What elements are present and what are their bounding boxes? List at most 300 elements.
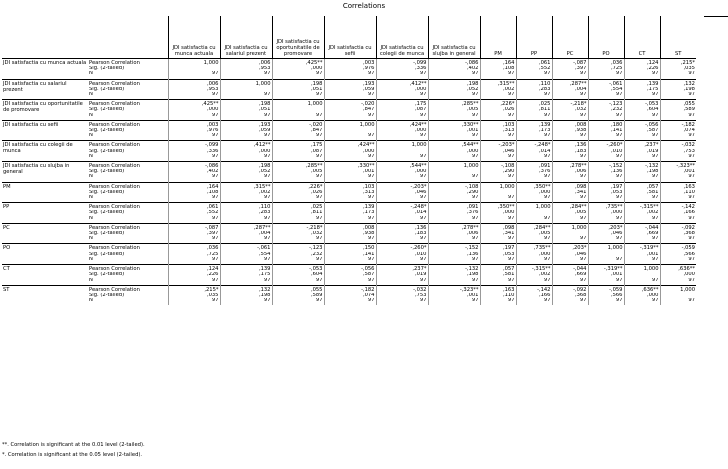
correlation-cell: ,005 [516,231,552,236]
correlation-cell: 97 [220,71,272,79]
table-row [2,133,696,141]
correlation-cell: ,141 [588,128,624,133]
stat-label: Sig. (2-tailed) [89,86,125,92]
correlation-cell: ,087 [272,149,324,154]
correlation-cell: 97 [660,236,696,244]
column-header: JDI satisfactia cu oportunitatile de promovare [272,16,324,59]
correlation-cell: -,087 [168,223,220,231]
column-header: JDI satisfactia cu slujba in general [428,16,480,59]
correlation-cell: ,103 [480,120,516,128]
correlation-cell: ,402 [428,66,480,71]
stat-label: Sig. (2-tailed) [89,107,125,113]
correlation-cell: ,003 [324,59,376,67]
correlation-cell: 97 [324,71,376,79]
correlation-cell: ,098 [480,223,516,231]
stat-label: N [89,195,93,201]
correlation-cell: ,051 [272,87,324,92]
correlation-cell: ,032 [552,107,588,112]
stat-label: Pearson Correlation [88,182,168,190]
correlation-cell: ,287** [552,79,588,87]
correlation-cell: ,091 [516,162,552,170]
correlation-cell: -,323** [428,285,480,293]
correlation-cell: 97 [324,154,376,162]
correlation-cell: 97 [324,298,376,305]
correlation-cell: 97 [624,216,660,224]
correlation-cell: ,285** [272,162,324,170]
table-row [2,203,696,211]
correlation-cell: 97 [272,133,324,141]
correlation-cell: ,110 [516,79,552,87]
column-header: PP [516,16,552,59]
correlation-cell: ,000 [516,190,552,195]
correlation-cell: -,152 [428,244,480,252]
correlation-cell: ,110 [660,190,696,195]
top-rule [704,16,728,17]
correlation-cell: -,248* [376,203,428,211]
correlation-cell: ,226* [480,100,516,108]
correlation-cell: ,669 [552,272,588,277]
table-row [2,141,696,149]
correlation-cell: 97 [428,216,480,224]
correlation-cell: ,226 [168,272,220,277]
correlation-cell: ,313 [324,190,376,195]
correlation-cell: ,198 [220,162,272,170]
correlation-cell: ,001 [660,169,696,174]
correlation-cell: ,036 [588,59,624,67]
correlation-cell: -,315** [516,265,552,273]
correlation-cell: 1,000 [480,182,516,190]
correlation-cell: -,056 [624,120,660,128]
correlation-cell: ,000 [516,252,552,257]
table-row [2,174,696,182]
correlation-cell: ,136 [376,223,428,231]
correlation-cell: -,142 [516,285,552,293]
correlation-cell: 97 [428,195,480,203]
correlation-cell: 97 [552,71,588,79]
correlation-cell: -,020 [324,100,376,108]
correlation-cell: 1,000 [552,223,588,231]
correlation-cell: ,173 [516,128,552,133]
table-row [2,298,696,305]
correlation-cell: 97 [516,257,552,265]
correlation-cell: ,315** [220,182,272,190]
correlation-cell: ,003 [168,120,220,128]
table-row [2,223,696,231]
correlation-cell: ,554 [588,87,624,92]
correlation-cell: 97 [376,71,428,79]
correlation-cell: 97 [588,92,624,100]
stat-label: Sig. (2-tailed) [89,66,125,72]
correlation-cell: 97 [624,133,660,141]
row-label: CT [2,265,88,286]
correlation-cell: ,283 [516,87,552,92]
correlation-cell: ,226* [272,182,324,190]
correlation-cell: -,123 [272,244,324,252]
correlation-cell: 97 [552,92,588,100]
correlation-cell: 97 [168,216,220,224]
table-row [2,265,696,273]
correlation-cell: ,198 [428,79,480,87]
row-label: JDI satisfactia cu oportunitatile de promovare [2,100,88,121]
correlation-cell: 97 [272,257,324,265]
correlation-cell: ,001 [624,252,660,257]
correlation-cell: 97 [624,195,660,203]
correlation-cell: ,052 [220,169,272,174]
row-label: PM [2,182,88,203]
correlation-cell: ,074 [324,293,376,298]
correlation-cell: ,215* [168,285,220,293]
correlation-cell: 97 [272,278,324,286]
stat-label: Sig. (2-tailed) [89,272,125,278]
correlation-cell: 97 [552,257,588,265]
correlation-cell: 97 [376,195,428,203]
correlation-cell: ,397 [168,231,220,236]
correlation-cell: ,166 [516,293,552,298]
correlation-cell: ,000 [376,169,428,174]
correlation-cell: ,051 [220,107,272,112]
correlation-cell: ,938 [552,128,588,133]
correlation-cell: -,152 [588,162,624,170]
column-header: PO [588,16,624,59]
correlation-cell: -,108 [428,182,480,190]
stat-label: Pearson Correlation [88,265,168,273]
correlation-cell: ,604 [624,107,660,112]
correlation-cell: 97 [552,195,588,203]
correlation-cell: 97 [324,195,376,203]
correlation-cell: 97 [220,154,272,162]
correlation-cell: ,061 [516,59,552,67]
correlation-cell: 97 [588,154,624,162]
corner-cell [88,16,168,59]
correlation-cell: ,052 [428,87,480,92]
table-row [2,71,696,79]
row-label: JDI satisfactia cu sefii [2,120,88,141]
correlation-cell: 97 [376,257,428,265]
correlation-cell: ,108 [480,66,516,71]
stat-label: Pearson Correlation [88,244,168,252]
stat-label: Sig. (2-tailed) [89,251,125,257]
correlation-cell: ,953 [220,66,272,71]
correlation-cell: 97 [220,92,272,100]
correlation-cell: ,341 [552,190,588,195]
correlation-cell: -,099 [168,141,220,149]
correlation-cell: 97 [552,113,588,121]
stat-label: Pearson Correlation [88,203,168,211]
row-label: PC [2,223,88,244]
correlation-cell: 97 [588,174,624,182]
correlation-cell: ,198 [428,272,480,277]
correlation-cell: ,001 [428,128,480,133]
stat-label: N [89,277,93,283]
correlation-cell: 97 [624,154,660,162]
correlation-cell: ,108 [168,190,220,195]
correlation-cell: ,350** [480,203,516,211]
correlation-cell: 97 [168,298,220,305]
correlation-cell: ,976 [324,66,376,71]
correlation-cell: ,006 [428,231,480,236]
stat-label: Sig. (2-tailed) [89,292,125,298]
correlation-cell: -,203* [376,182,428,190]
correlation-cell: ,976 [168,128,220,133]
correlation-cell: ,604 [272,272,324,277]
correlation-cell: ,141 [324,252,376,257]
correlation-cell: -,182 [324,285,376,293]
row-label: JDI satisfactia cu colegii de munca [2,141,88,162]
correlation-cell: ,002 [516,272,552,277]
correlation-cell: ,587 [324,272,376,277]
correlation-cell: 97 [272,154,324,162]
column-header: CT [624,16,660,59]
correlation-cell: ,026 [272,190,324,195]
correlation-cell: ,811 [516,107,552,112]
correlation-cell: -,087 [552,59,588,67]
correlation-cell: 97 [168,133,220,141]
table-row [2,92,696,100]
correlation-cell: ,000 [624,293,660,298]
stat-label: Pearson Correlation [88,120,168,128]
correlation-cell: ,124 [168,265,220,273]
correlation-cell: ,636** [624,285,660,293]
correlation-cell: 97 [168,257,220,265]
correlation-cell: 97 [516,278,552,286]
correlation-cell: 97 [376,278,428,286]
correlation-cell: ,001 [428,293,480,298]
correlation-cell: ,544** [376,162,428,170]
correlation-cell: ,055 [660,100,696,108]
correlation-cell: ,000 [428,149,480,154]
correlation-cell: 97 [480,298,516,305]
correlation-cell: ,000 [168,107,220,112]
correlation-cell: 97 [516,216,552,224]
correlation-cell: -,059 [660,244,696,252]
correlation-cell: ,166 [660,210,696,215]
correlation-cell: 97 [516,113,552,121]
correlation-cell: ,006 [220,59,272,67]
correlation-cell: 1,000 [660,285,696,293]
correlation-cell: ,847 [324,107,376,112]
correlation-cell: 97 [168,154,220,162]
correlation-cell: ,059 [220,128,272,133]
correlation-cell: ,032 [272,231,324,236]
correlation-cell: 97 [516,236,552,244]
correlation-cell: -,086 [168,162,220,170]
correlation-cell: ,059 [324,87,376,92]
correlation-cell: 97 [428,257,480,265]
correlation-cell: 97 [588,257,624,265]
footnote-005: *. Correlation is significant at the 0.05 level (2-tailed). [2,452,143,458]
correlation-cell: -,086 [428,59,480,67]
correlation-cell: 97 [516,298,552,305]
correlation-cell: 97 [480,133,516,141]
correlation-cell: -,092 [552,285,588,293]
correlation-cell: ,376 [428,210,480,215]
column-header: PM [480,16,516,59]
header-row [2,16,696,59]
correlation-cell: ,215* [660,59,696,67]
correlation-cell: ,197 [588,182,624,190]
column-header: JDI satisfactia cu salariul prezent [220,16,272,59]
stat-label: N [89,133,93,139]
correlation-cell: 97 [516,133,552,141]
correlation-cell: 97 [588,278,624,286]
correlation-cell: ,589 [272,293,324,298]
correlation-cell: -,132 [428,265,480,273]
table-row [2,120,696,128]
correlation-cell: ,278** [552,162,588,170]
correlation-cell: ,175 [624,87,660,92]
correlation-cell: ,000 [660,272,696,277]
table-row [2,244,696,252]
table-row [2,100,696,108]
stat-label: N [89,153,93,159]
correlation-cell: ,046 [588,231,624,236]
correlation-cell: ,203* [552,244,588,252]
correlation-cell: 97 [516,174,552,182]
correlation-cell: 97 [376,113,428,121]
correlation-cell: ,005 [272,169,324,174]
correlation-cell: 97 [552,278,588,286]
correlation-cell: ,175 [220,272,272,277]
correlation-cell: ,057 [624,182,660,190]
correlation-cell: -,218* [552,100,588,108]
correlation-cell: 97 [376,154,428,162]
correlation-cell: 97 [480,257,516,265]
correlation-cell: 97 [428,71,480,79]
correlation-cell: 97 [272,71,324,79]
correlation-cell: 97 [428,278,480,286]
correlation-cell: 97 [660,195,696,203]
correlation-cell: ,004 [552,87,588,92]
row-label: PP [2,203,88,224]
correlation-cell: 97 [376,92,428,100]
correlation-cell: -,059 [588,285,624,293]
correlation-cell: ,110 [480,293,516,298]
correlation-cell: ,163 [480,285,516,293]
correlation-cell: ,000 [220,149,272,154]
correlation-cell: 97 [272,92,324,100]
stat-label: Pearson Correlation [88,59,168,67]
correlation-cell: ,139 [516,120,552,128]
correlation-cell: -,182 [660,120,696,128]
correlation-cell: 97 [660,133,696,141]
correlation-cell: 97 [624,257,660,265]
correlation-cell: ,010 [376,252,428,257]
stat-label: N [89,236,93,242]
correlation-cell: 97 [168,71,220,79]
correlation-cell: ,061 [168,203,220,211]
correlation-cell: ,098 [552,182,588,190]
correlation-cell: -,020 [272,120,324,128]
table-row [2,79,696,87]
correlation-cell: 97 [480,278,516,286]
correlation-cell: 1,000 [324,120,376,128]
correlation-cell: ,000 [480,210,516,215]
correlation-cell: ,005 [552,210,588,215]
correlation-cell: 97 [428,174,480,182]
correlation-cell: ,046 [376,190,428,195]
correlation-cell: -,056 [324,265,376,273]
correlation-cell: ,669 [624,231,660,236]
correlation-cell: 97 [220,298,272,305]
correlation-cell: ,035 [660,66,696,71]
correlation-cell: ,046 [480,149,516,154]
table-row [2,59,696,67]
correlation-cell: ,636** [660,265,696,273]
correlation-cell: 97 [516,195,552,203]
correlation-cell: ,412** [376,79,428,87]
correlation-cell: 1,000 [428,162,480,170]
correlation-cell: ,341 [480,231,516,236]
correlation-cell: 97 [324,257,376,265]
correlation-cell: ,232 [588,107,624,112]
correlation-cell: ,278** [428,223,480,231]
corner-cell [2,16,88,59]
column-header: PC [552,16,588,59]
correlation-cell: ,173 [324,210,376,215]
correlation-cell: ,132 [660,79,696,87]
stat-label: N [89,71,93,77]
correlation-cell: 97 [324,113,376,121]
correlation-cell: ,424** [324,141,376,149]
correlation-cell: ,938 [324,231,376,236]
correlation-cell: -,032 [660,141,696,149]
correlation-cell: 97 [376,236,428,244]
table-row [2,195,696,203]
correlation-cell: 97 [624,236,660,244]
stat-label: N [89,92,93,98]
correlation-cell: ,087 [376,107,428,112]
correlation-cell: ,198 [220,100,272,108]
correlation-cell: 97 [168,174,220,182]
correlation-cell: ,587 [624,128,660,133]
correlation-cell: ,001 [588,272,624,277]
correlation-cell: ,285** [428,100,480,108]
correlation-cell: ,136 [588,169,624,174]
correlation-cell: ,000 [376,87,428,92]
correlation-cell: ,811 [272,210,324,215]
correlation-cell: 97 [324,92,376,100]
correlation-cell: ,237* [624,141,660,149]
stat-label: Sig. (2-tailed) [89,210,125,216]
correlation-cell: ,000 [324,149,376,154]
correlation-cell: ,132 [220,285,272,293]
correlation-cell: -,099 [376,59,428,67]
correlation-cell: 97 [552,133,588,141]
correlation-cell: ,198 [272,79,324,87]
stat-label: Sig. (2-tailed) [89,189,125,195]
stat-label: Pearson Correlation [88,141,168,149]
correlation-cell: ,010 [588,149,624,154]
correlation-cell: ,055 [272,285,324,293]
correlation-cell: ,025 [516,100,552,108]
correlation-cell: ,847 [272,128,324,133]
correlation-cell: ,425** [272,59,324,67]
correlation-cell: 97 [480,92,516,100]
correlation-cell: ,566 [588,293,624,298]
correlation-cell: 97 [480,113,516,121]
correlation-cell: ,287** [220,223,272,231]
correlation-cell: 1,000 [376,141,428,149]
correlation-cell: 97 [516,154,552,162]
correlation-cell: ,035 [168,293,220,298]
correlation-cell: ,164 [168,182,220,190]
correlation-cell: ,368 [660,231,696,236]
correlation-cell: 97 [324,133,376,141]
correlation-cell: ,110 [220,203,272,211]
correlation-cell: -,032 [376,285,428,293]
correlation-cell: ,183 [552,149,588,154]
correlation-cell: 97 [220,174,272,182]
